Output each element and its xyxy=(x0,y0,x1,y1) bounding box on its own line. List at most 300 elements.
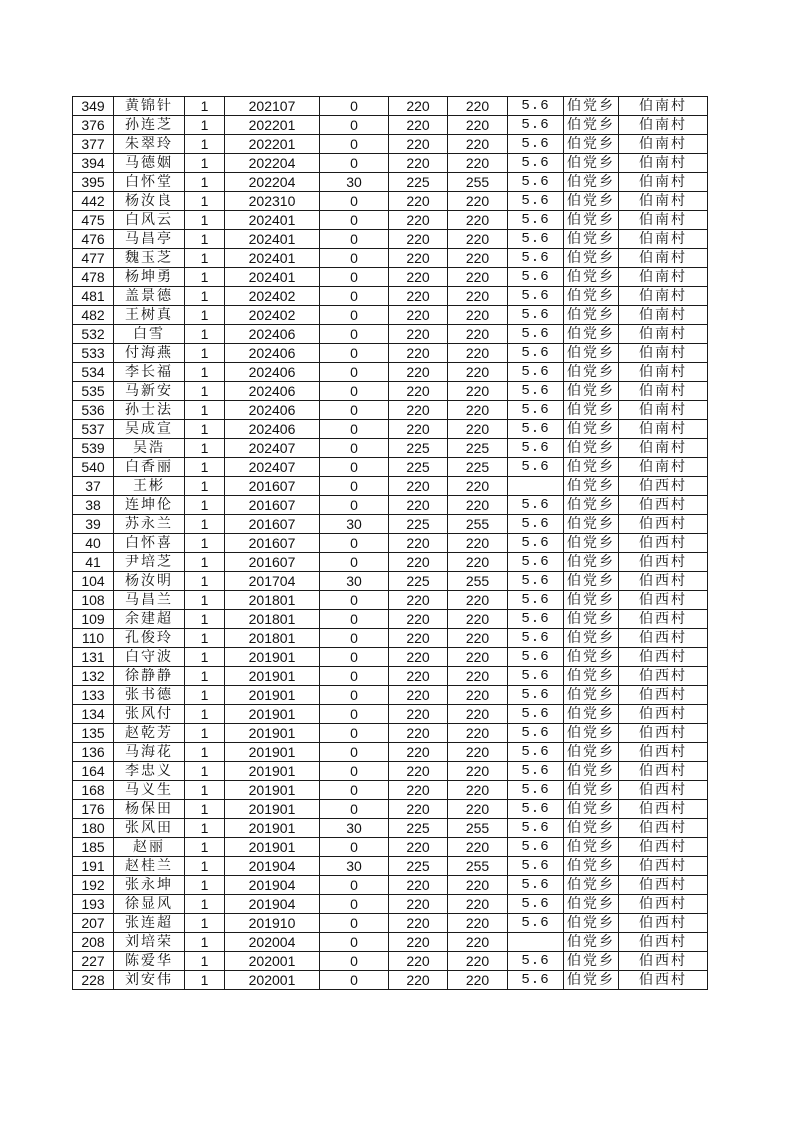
cell-serial: 133 xyxy=(73,686,114,705)
cell-name: 白风云 xyxy=(114,211,185,230)
cell-serial: 227 xyxy=(73,952,114,971)
cell-start-month: 202406 xyxy=(225,363,320,382)
table-row xyxy=(73,439,708,458)
cell-village: 伯西村 xyxy=(619,629,708,648)
cell-count: 1 xyxy=(185,857,225,876)
cell-village: 伯西村 xyxy=(619,724,708,743)
cell-village: 伯西村 xyxy=(619,781,708,800)
cell-extra: 0 xyxy=(320,192,389,211)
cell-ratio: 5.6 xyxy=(508,420,564,439)
cell-start-month: 202204 xyxy=(225,173,320,192)
cell-total: 220 xyxy=(448,401,508,420)
cell-name: 刘培荣 xyxy=(114,933,185,952)
cell-village: 伯西村 xyxy=(619,971,708,990)
cell-ratio: 5.6 xyxy=(508,135,564,154)
cell-village: 伯西村 xyxy=(619,591,708,610)
cell-total: 220 xyxy=(448,287,508,306)
cell-base: 220 xyxy=(389,477,448,496)
cell-village: 伯南村 xyxy=(619,306,708,325)
cell-count: 1 xyxy=(185,135,225,154)
cell-township: 伯党乡 xyxy=(564,781,619,800)
cell-start-month: 202401 xyxy=(225,249,320,268)
cell-township: 伯党乡 xyxy=(564,648,619,667)
cell-serial: 532 xyxy=(73,325,114,344)
cell-extra: 0 xyxy=(320,135,389,154)
cell-start-month: 202402 xyxy=(225,287,320,306)
cell-name: 孙连芝 xyxy=(114,116,185,135)
cell-count: 1 xyxy=(185,515,225,534)
cell-base: 220 xyxy=(389,192,448,211)
cell-ratio: 5.6 xyxy=(508,287,564,306)
cell-township: 伯党乡 xyxy=(564,439,619,458)
cell-serial: 110 xyxy=(73,629,114,648)
cell-start-month: 201901 xyxy=(225,762,320,781)
cell-base: 220 xyxy=(389,686,448,705)
cell-serial: 377 xyxy=(73,135,114,154)
cell-village: 伯南村 xyxy=(619,268,708,287)
cell-village: 伯西村 xyxy=(619,553,708,572)
cell-ratio: 5.6 xyxy=(508,249,564,268)
table-row xyxy=(73,895,708,914)
cell-count: 1 xyxy=(185,838,225,857)
cell-total: 255 xyxy=(448,857,508,876)
cell-name: 陈爱华 xyxy=(114,952,185,971)
cell-count: 1 xyxy=(185,230,225,249)
cell-name: 黄锦针 xyxy=(114,97,185,116)
cell-base: 220 xyxy=(389,401,448,420)
cell-name: 马海花 xyxy=(114,743,185,762)
cell-count: 1 xyxy=(185,363,225,382)
cell-start-month: 202201 xyxy=(225,116,320,135)
table-row xyxy=(73,249,708,268)
cell-village: 伯西村 xyxy=(619,838,708,857)
cell-count: 1 xyxy=(185,819,225,838)
cell-base: 220 xyxy=(389,344,448,363)
cell-township: 伯党乡 xyxy=(564,572,619,591)
cell-total: 220 xyxy=(448,211,508,230)
cell-total: 220 xyxy=(448,116,508,135)
cell-start-month: 201901 xyxy=(225,743,320,762)
cell-ratio: 5.6 xyxy=(508,591,564,610)
cell-extra: 0 xyxy=(320,344,389,363)
cell-start-month: 201901 xyxy=(225,648,320,667)
cell-ratio: 5.6 xyxy=(508,819,564,838)
cell-extra: 0 xyxy=(320,230,389,249)
cell-total: 220 xyxy=(448,344,508,363)
cell-base: 220 xyxy=(389,971,448,990)
cell-extra: 0 xyxy=(320,971,389,990)
table-row xyxy=(73,857,708,876)
cell-ratio: 5.6 xyxy=(508,553,564,572)
cell-base: 220 xyxy=(389,363,448,382)
cell-ratio: 5.6 xyxy=(508,230,564,249)
cell-base: 220 xyxy=(389,306,448,325)
cell-ratio: 5.6 xyxy=(508,667,564,686)
cell-village: 伯西村 xyxy=(619,895,708,914)
cell-serial: 191 xyxy=(73,857,114,876)
cell-count: 1 xyxy=(185,192,225,211)
cell-start-month: 201801 xyxy=(225,591,320,610)
cell-township: 伯党乡 xyxy=(564,192,619,211)
cell-extra: 0 xyxy=(320,249,389,268)
table-row xyxy=(73,211,708,230)
cell-start-month: 202406 xyxy=(225,420,320,439)
cell-ratio: 5.6 xyxy=(508,686,564,705)
cell-township: 伯党乡 xyxy=(564,230,619,249)
cell-count: 1 xyxy=(185,458,225,477)
cell-count: 1 xyxy=(185,667,225,686)
cell-serial: 536 xyxy=(73,401,114,420)
cell-total: 220 xyxy=(448,629,508,648)
cell-extra: 0 xyxy=(320,743,389,762)
cell-name: 付海燕 xyxy=(114,344,185,363)
cell-total: 220 xyxy=(448,363,508,382)
cell-start-month: 201901 xyxy=(225,705,320,724)
cell-start-month: 202004 xyxy=(225,933,320,952)
cell-count: 1 xyxy=(185,781,225,800)
table-row xyxy=(73,610,708,629)
cell-serial: 38 xyxy=(73,496,114,515)
cell-base: 220 xyxy=(389,420,448,439)
cell-total: 220 xyxy=(448,306,508,325)
cell-township: 伯党乡 xyxy=(564,477,619,496)
cell-serial: 192 xyxy=(73,876,114,895)
cell-total: 220 xyxy=(448,382,508,401)
cell-extra: 0 xyxy=(320,458,389,477)
cell-count: 1 xyxy=(185,705,225,724)
cell-serial: 207 xyxy=(73,914,114,933)
cell-base: 220 xyxy=(389,553,448,572)
cell-township: 伯党乡 xyxy=(564,591,619,610)
cell-count: 1 xyxy=(185,154,225,173)
cell-total: 220 xyxy=(448,154,508,173)
cell-count: 1 xyxy=(185,895,225,914)
cell-start-month: 201901 xyxy=(225,800,320,819)
cell-total: 220 xyxy=(448,477,508,496)
cell-base: 220 xyxy=(389,211,448,230)
cell-village: 伯南村 xyxy=(619,287,708,306)
cell-extra: 0 xyxy=(320,287,389,306)
cell-total: 255 xyxy=(448,515,508,534)
cell-township: 伯党乡 xyxy=(564,363,619,382)
cell-base: 220 xyxy=(389,952,448,971)
cell-name: 余建超 xyxy=(114,610,185,629)
cell-count: 1 xyxy=(185,591,225,610)
cell-village: 伯南村 xyxy=(619,439,708,458)
cell-total: 220 xyxy=(448,420,508,439)
cell-township: 伯党乡 xyxy=(564,325,619,344)
cell-start-month: 201901 xyxy=(225,724,320,743)
cell-extra: 0 xyxy=(320,268,389,287)
table-row xyxy=(73,553,708,572)
table-row xyxy=(73,97,708,116)
cell-township: 伯党乡 xyxy=(564,819,619,838)
cell-count: 1 xyxy=(185,762,225,781)
cell-serial: 39 xyxy=(73,515,114,534)
cell-start-month: 202401 xyxy=(225,211,320,230)
cell-village: 伯南村 xyxy=(619,97,708,116)
cell-base: 220 xyxy=(389,534,448,553)
cell-ratio: 5.6 xyxy=(508,724,564,743)
cell-township: 伯党乡 xyxy=(564,420,619,439)
cell-count: 1 xyxy=(185,876,225,895)
cell-extra: 0 xyxy=(320,477,389,496)
cell-total: 220 xyxy=(448,895,508,914)
cell-serial: 208 xyxy=(73,933,114,952)
cell-start-month: 201904 xyxy=(225,857,320,876)
cell-base: 220 xyxy=(389,876,448,895)
cell-name: 徐显风 xyxy=(114,895,185,914)
cell-base: 225 xyxy=(389,458,448,477)
cell-ratio: 5.6 xyxy=(508,895,564,914)
table-row xyxy=(73,230,708,249)
cell-village: 伯南村 xyxy=(619,249,708,268)
cell-serial: 478 xyxy=(73,268,114,287)
cell-village: 伯南村 xyxy=(619,325,708,344)
cell-ratio: 5.6 xyxy=(508,382,564,401)
cell-extra: 0 xyxy=(320,211,389,230)
table-row xyxy=(73,705,708,724)
cell-serial: 476 xyxy=(73,230,114,249)
cell-township: 伯党乡 xyxy=(564,268,619,287)
cell-start-month: 202407 xyxy=(225,458,320,477)
cell-township: 伯党乡 xyxy=(564,553,619,572)
table-row xyxy=(73,135,708,154)
cell-township: 伯党乡 xyxy=(564,515,619,534)
cell-serial: 540 xyxy=(73,458,114,477)
cell-total: 220 xyxy=(448,705,508,724)
cell-village: 伯西村 xyxy=(619,648,708,667)
cell-name: 魏玉芝 xyxy=(114,249,185,268)
cell-village: 伯南村 xyxy=(619,382,708,401)
cell-village: 伯西村 xyxy=(619,914,708,933)
cell-name: 马德姻 xyxy=(114,154,185,173)
table-row xyxy=(73,781,708,800)
cell-base: 220 xyxy=(389,724,448,743)
cell-village: 伯南村 xyxy=(619,154,708,173)
cell-name: 苏永兰 xyxy=(114,515,185,534)
cell-count: 1 xyxy=(185,572,225,591)
cell-extra: 0 xyxy=(320,648,389,667)
cell-start-month: 201704 xyxy=(225,572,320,591)
cell-serial: 185 xyxy=(73,838,114,857)
cell-count: 1 xyxy=(185,173,225,192)
cell-count: 1 xyxy=(185,382,225,401)
cell-village: 伯西村 xyxy=(619,610,708,629)
cell-serial: 180 xyxy=(73,819,114,838)
cell-village: 伯西村 xyxy=(619,534,708,553)
cell-start-month: 201901 xyxy=(225,686,320,705)
cell-name: 白守波 xyxy=(114,648,185,667)
cell-township: 伯党乡 xyxy=(564,895,619,914)
cell-extra: 0 xyxy=(320,553,389,572)
cell-total: 220 xyxy=(448,135,508,154)
cell-ratio xyxy=(508,477,564,496)
cell-serial: 168 xyxy=(73,781,114,800)
cell-count: 1 xyxy=(185,800,225,819)
cell-extra: 0 xyxy=(320,439,389,458)
table-row xyxy=(73,819,708,838)
cell-start-month: 201904 xyxy=(225,895,320,914)
cell-name: 白怀堂 xyxy=(114,173,185,192)
cell-extra: 30 xyxy=(320,819,389,838)
cell-serial: 164 xyxy=(73,762,114,781)
cell-start-month: 202201 xyxy=(225,135,320,154)
cell-township: 伯党乡 xyxy=(564,971,619,990)
cell-count: 1 xyxy=(185,933,225,952)
cell-ratio: 5.6 xyxy=(508,781,564,800)
cell-total: 220 xyxy=(448,230,508,249)
table-row xyxy=(73,933,708,952)
cell-total: 220 xyxy=(448,553,508,572)
cell-extra: 0 xyxy=(320,496,389,515)
cell-township: 伯党乡 xyxy=(564,933,619,952)
table-row xyxy=(73,648,708,667)
cell-village: 伯西村 xyxy=(619,762,708,781)
cell-serial: 535 xyxy=(73,382,114,401)
cell-start-month: 202406 xyxy=(225,401,320,420)
cell-base: 225 xyxy=(389,439,448,458)
cell-village: 伯西村 xyxy=(619,819,708,838)
table-row xyxy=(73,325,708,344)
cell-total: 220 xyxy=(448,534,508,553)
cell-start-month: 201901 xyxy=(225,667,320,686)
cell-start-month: 201910 xyxy=(225,914,320,933)
table-row xyxy=(73,477,708,496)
cell-township: 伯党乡 xyxy=(564,667,619,686)
cell-count: 1 xyxy=(185,211,225,230)
table-row xyxy=(73,724,708,743)
cell-village: 伯南村 xyxy=(619,458,708,477)
cell-township: 伯党乡 xyxy=(564,610,619,629)
cell-extra: 30 xyxy=(320,515,389,534)
cell-base: 220 xyxy=(389,895,448,914)
cell-township: 伯党乡 xyxy=(564,306,619,325)
cell-ratio xyxy=(508,933,564,952)
cell-village: 伯西村 xyxy=(619,857,708,876)
table-row xyxy=(73,515,708,534)
cell-total: 220 xyxy=(448,781,508,800)
cell-count: 1 xyxy=(185,287,225,306)
cell-start-month: 201607 xyxy=(225,534,320,553)
cell-total: 220 xyxy=(448,192,508,211)
cell-name: 白雪 xyxy=(114,325,185,344)
cell-extra: 0 xyxy=(320,363,389,382)
cell-extra: 0 xyxy=(320,781,389,800)
cell-extra: 0 xyxy=(320,154,389,173)
cell-extra: 0 xyxy=(320,306,389,325)
table-row xyxy=(73,363,708,382)
cell-total: 220 xyxy=(448,591,508,610)
cell-ratio: 5.6 xyxy=(508,496,564,515)
cell-total: 220 xyxy=(448,838,508,857)
cell-name: 盖景德 xyxy=(114,287,185,306)
cell-serial: 477 xyxy=(73,249,114,268)
cell-name: 杨汝明 xyxy=(114,572,185,591)
cell-name: 王彬 xyxy=(114,477,185,496)
table-row xyxy=(73,458,708,477)
cell-ratio: 5.6 xyxy=(508,952,564,971)
cell-township: 伯党乡 xyxy=(564,724,619,743)
cell-start-month: 202407 xyxy=(225,439,320,458)
cell-total: 220 xyxy=(448,762,508,781)
cell-total: 220 xyxy=(448,249,508,268)
cell-ratio: 5.6 xyxy=(508,154,564,173)
cell-total: 220 xyxy=(448,743,508,762)
cell-extra: 30 xyxy=(320,857,389,876)
cell-total: 220 xyxy=(448,914,508,933)
table-row xyxy=(73,154,708,173)
table-row xyxy=(73,420,708,439)
cell-count: 1 xyxy=(185,420,225,439)
cell-name: 吴成宣 xyxy=(114,420,185,439)
cell-ratio: 5.6 xyxy=(508,192,564,211)
cell-village: 伯西村 xyxy=(619,496,708,515)
cell-serial: 475 xyxy=(73,211,114,230)
cell-ratio: 5.6 xyxy=(508,401,564,420)
cell-name: 张书德 xyxy=(114,686,185,705)
cell-ratio: 5.6 xyxy=(508,914,564,933)
cell-count: 1 xyxy=(185,268,225,287)
cell-name: 王树真 xyxy=(114,306,185,325)
table-body xyxy=(73,97,708,990)
cell-village: 伯西村 xyxy=(619,572,708,591)
cell-name: 赵桂兰 xyxy=(114,857,185,876)
cell-start-month: 202401 xyxy=(225,268,320,287)
cell-extra: 0 xyxy=(320,876,389,895)
cell-name: 杨坤勇 xyxy=(114,268,185,287)
cell-township: 伯党乡 xyxy=(564,211,619,230)
cell-start-month: 201607 xyxy=(225,515,320,534)
cell-name: 张风田 xyxy=(114,819,185,838)
cell-base: 220 xyxy=(389,249,448,268)
cell-township: 伯党乡 xyxy=(564,629,619,648)
cell-start-month: 201801 xyxy=(225,629,320,648)
cell-start-month: 202406 xyxy=(225,325,320,344)
cell-township: 伯党乡 xyxy=(564,401,619,420)
cell-total: 220 xyxy=(448,933,508,952)
cell-start-month: 201901 xyxy=(225,781,320,800)
cell-extra: 0 xyxy=(320,800,389,819)
cell-base: 220 xyxy=(389,116,448,135)
cell-count: 1 xyxy=(185,686,225,705)
cell-base: 220 xyxy=(389,268,448,287)
cell-count: 1 xyxy=(185,97,225,116)
cell-name: 张连超 xyxy=(114,914,185,933)
cell-serial: 228 xyxy=(73,971,114,990)
cell-serial: 134 xyxy=(73,705,114,724)
cell-name: 白怀喜 xyxy=(114,534,185,553)
cell-ratio: 5.6 xyxy=(508,306,564,325)
table-row xyxy=(73,401,708,420)
cell-count: 1 xyxy=(185,629,225,648)
cell-count: 1 xyxy=(185,648,225,667)
cell-base: 220 xyxy=(389,496,448,515)
cell-serial: 135 xyxy=(73,724,114,743)
cell-township: 伯党乡 xyxy=(564,838,619,857)
table-row xyxy=(73,667,708,686)
cell-township: 伯党乡 xyxy=(564,705,619,724)
cell-extra: 0 xyxy=(320,629,389,648)
cell-serial: 41 xyxy=(73,553,114,572)
cell-extra: 0 xyxy=(320,667,389,686)
cell-count: 1 xyxy=(185,534,225,553)
cell-name: 吴浩 xyxy=(114,439,185,458)
cell-serial: 104 xyxy=(73,572,114,591)
cell-village: 伯西村 xyxy=(619,705,708,724)
cell-township: 伯党乡 xyxy=(564,496,619,515)
table-row xyxy=(73,743,708,762)
